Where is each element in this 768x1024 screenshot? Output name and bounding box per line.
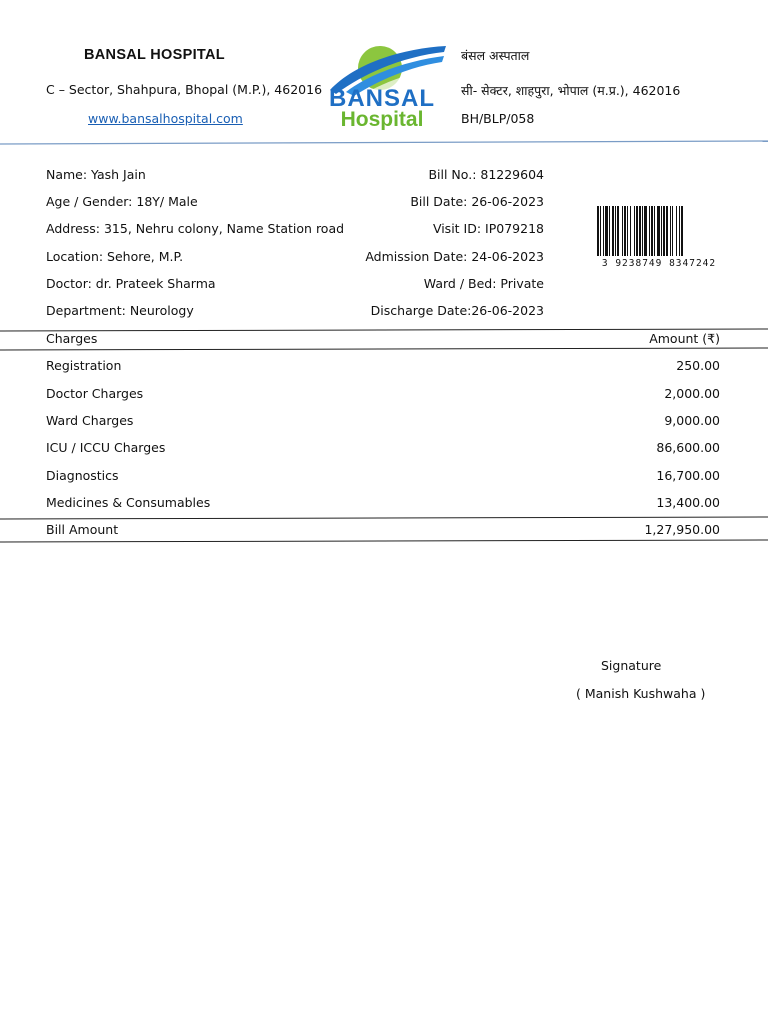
bill-date: Bill Date: 26-06-2023 bbox=[410, 194, 544, 209]
logo-text-bottom: Hospital bbox=[340, 108, 424, 130]
barcode-bar bbox=[636, 206, 638, 256]
barcode-bar bbox=[603, 206, 604, 256]
barcode-bar bbox=[627, 206, 628, 256]
hospital-name: BANSAL HOSPITAL bbox=[84, 47, 225, 63]
hospital-address: C – Sector, Shahpura, Bhopal (M.P.), 462016 bbox=[46, 82, 323, 97]
barcode-bar bbox=[624, 206, 626, 256]
barcode-bar bbox=[630, 206, 631, 256]
barcode-bar bbox=[666, 206, 668, 256]
table-total-rule bbox=[0, 516, 768, 520]
barcode-bar bbox=[651, 206, 653, 256]
patient-age-gender: Age / Gender: 18Y/ Male bbox=[46, 194, 198, 209]
header-divider bbox=[0, 140, 768, 145]
barcode bbox=[589, 204, 729, 268]
patient-address: Address: 315, Nehru colony, Name Station road bbox=[46, 221, 345, 236]
barcode-bar bbox=[622, 206, 623, 256]
admission-date: Admission Date: 24-06-2023 bbox=[365, 249, 544, 264]
discharge-date: Discharge Date:26-06-2023 bbox=[370, 303, 544, 318]
total-label: Bill Amount bbox=[46, 522, 119, 537]
barcode-bar bbox=[609, 206, 610, 256]
barcode-bar bbox=[679, 206, 680, 256]
barcode-bar bbox=[654, 206, 655, 256]
logo-text-top: BANSAL bbox=[329, 85, 435, 112]
charges-header-amount: Amount (₹) bbox=[649, 331, 720, 346]
charge-amount: 9,000.00 bbox=[664, 413, 720, 428]
barcode-bar bbox=[617, 206, 619, 256]
charge-label: Diagnostics bbox=[46, 468, 119, 483]
barcode-bar bbox=[600, 206, 601, 256]
barcode-bar bbox=[663, 206, 665, 256]
barcode-bar bbox=[634, 206, 635, 256]
barcode-bar bbox=[657, 206, 660, 256]
charge-label: ICU / ICCU Charges bbox=[46, 440, 166, 455]
charge-amount: 86,600.00 bbox=[656, 440, 720, 455]
bill-number: Bill No.: 81229604 bbox=[428, 167, 544, 182]
barcode-bar bbox=[642, 206, 643, 256]
charge-amount: 250.00 bbox=[676, 358, 720, 373]
signatory-name: ( Manish Kushwaha ) bbox=[576, 686, 706, 701]
hospital-code: BH/BLP/058 bbox=[461, 111, 535, 126]
patient-department: Department: Neurology bbox=[46, 303, 194, 318]
barcode-bar bbox=[676, 206, 677, 256]
charge-amount: 13,400.00 bbox=[656, 495, 720, 510]
charge-label: Doctor Charges bbox=[46, 386, 144, 401]
charge-amount: 16,700.00 bbox=[656, 468, 720, 483]
table-header-rule bbox=[0, 347, 768, 351]
barcode-bar bbox=[615, 206, 616, 256]
barcode-bar bbox=[672, 206, 673, 256]
visit-id: Visit ID: IP079218 bbox=[432, 221, 544, 236]
patient-location: Location: Sehore, M.P. bbox=[46, 249, 184, 264]
barcode-bar bbox=[597, 206, 599, 256]
barcode-bar bbox=[644, 206, 647, 256]
barcode-bar bbox=[681, 206, 683, 256]
patient-doctor: Doctor: dr. Prateek Sharma bbox=[46, 276, 216, 291]
barcode-bar bbox=[612, 206, 614, 256]
charges-header-label: Charges bbox=[46, 331, 98, 346]
ward-bed: Ward / Bed: Private bbox=[423, 276, 544, 291]
barcode-bars bbox=[597, 206, 683, 256]
charge-label: Registration bbox=[46, 358, 122, 373]
website-link[interactable]: www.bansalhospital.com bbox=[88, 111, 243, 126]
barcode-bar bbox=[649, 206, 650, 256]
barcode-bar bbox=[670, 206, 671, 256]
total-amount: 1,27,950.00 bbox=[644, 522, 720, 537]
barcode-bar bbox=[639, 206, 641, 256]
table-bottom-rule bbox=[0, 539, 768, 543]
barcode-number: 3 9238749 8347242 bbox=[601, 258, 717, 268]
charge-label: Medicines & Consumables bbox=[46, 495, 211, 510]
hospital-logo bbox=[316, 42, 450, 130]
hospital-name-hindi: बंसल अस्पताल bbox=[461, 48, 530, 63]
barcode-bar bbox=[605, 206, 608, 256]
charge-amount: 2,000.00 bbox=[664, 386, 720, 401]
charge-label: Ward Charges bbox=[46, 413, 134, 428]
signature-label: Signature bbox=[601, 658, 662, 673]
barcode-bar bbox=[661, 206, 662, 256]
hospital-address-hindi: सी- सेक्टर, शाहपुरा, भोपाल (म.प्र.), 462016 bbox=[461, 83, 681, 98]
patient-name: Name: Yash Jain bbox=[46, 167, 146, 182]
